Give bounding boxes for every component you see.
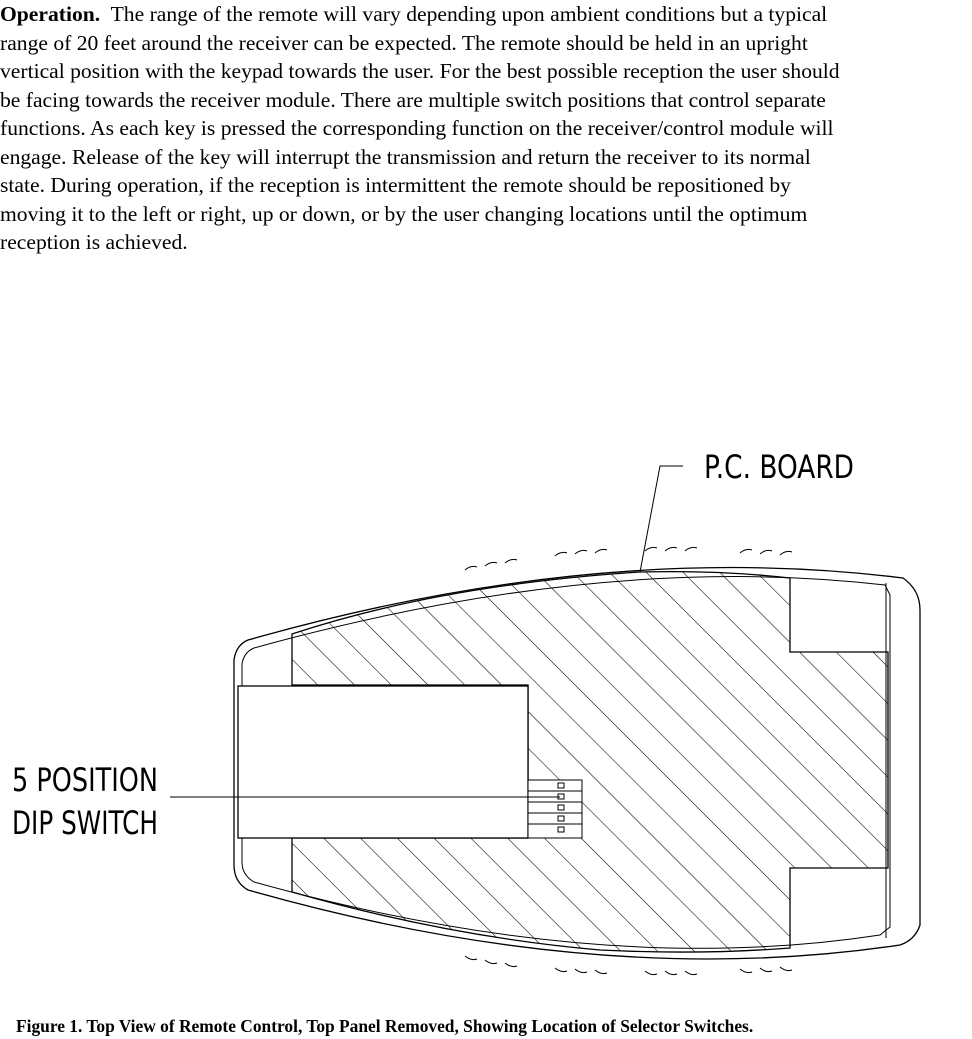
paragraph-line-1-text: The range of the remote will vary depending upon ambient conditions but a typical xyxy=(110,2,828,26)
paragraph-line-4: be facing towards the receiver module. There are multiple switch positions that control separate xyxy=(0,87,826,112)
operation-paragraph xyxy=(0,0,972,257)
dip-switch-cutout xyxy=(238,686,528,838)
dip-switch-body xyxy=(528,780,582,838)
paragraph-line-8: moving it to the left or right, up or down, or by the user changing locations until the optimum xyxy=(0,201,808,226)
paragraph-line-2: range of 20 feet around the receiver can be expected. The remote should be held in an upright xyxy=(0,30,808,55)
pc-board-label: P.C. BOARD xyxy=(704,448,854,486)
pc-board-leader xyxy=(640,466,683,572)
paragraph-line-7: state. During operation, if the reception is intermittent the remote should be repositioned by xyxy=(0,173,791,197)
grip-bumps-top xyxy=(465,547,792,570)
paragraph-line-1 xyxy=(0,0,972,29)
dip-switch-label-line2: DIP SWITCH xyxy=(12,804,158,842)
figure-caption: Figure 1. Top View of Remote Control, Top Panel Removed, Showing Location of Selector Switches. xyxy=(16,1016,754,1036)
paragraph-line-3: vertical position with the keypad towards the user. For the best possible reception the user should xyxy=(0,59,840,83)
paragraph-line-9: reception is achieved. xyxy=(0,230,188,254)
paragraph-heading: Operation. xyxy=(0,2,101,26)
dip-switch-label-line1: 5 POSITION xyxy=(12,761,158,799)
paragraph-line-6: engage. Release of the key will interrupt the transmission and return the receiver to its normal xyxy=(0,144,811,169)
paragraph-line-5: functions. As each key is pressed the corresponding function on the receiver/control module will xyxy=(0,116,834,140)
remote-control-drawing xyxy=(0,440,972,1000)
